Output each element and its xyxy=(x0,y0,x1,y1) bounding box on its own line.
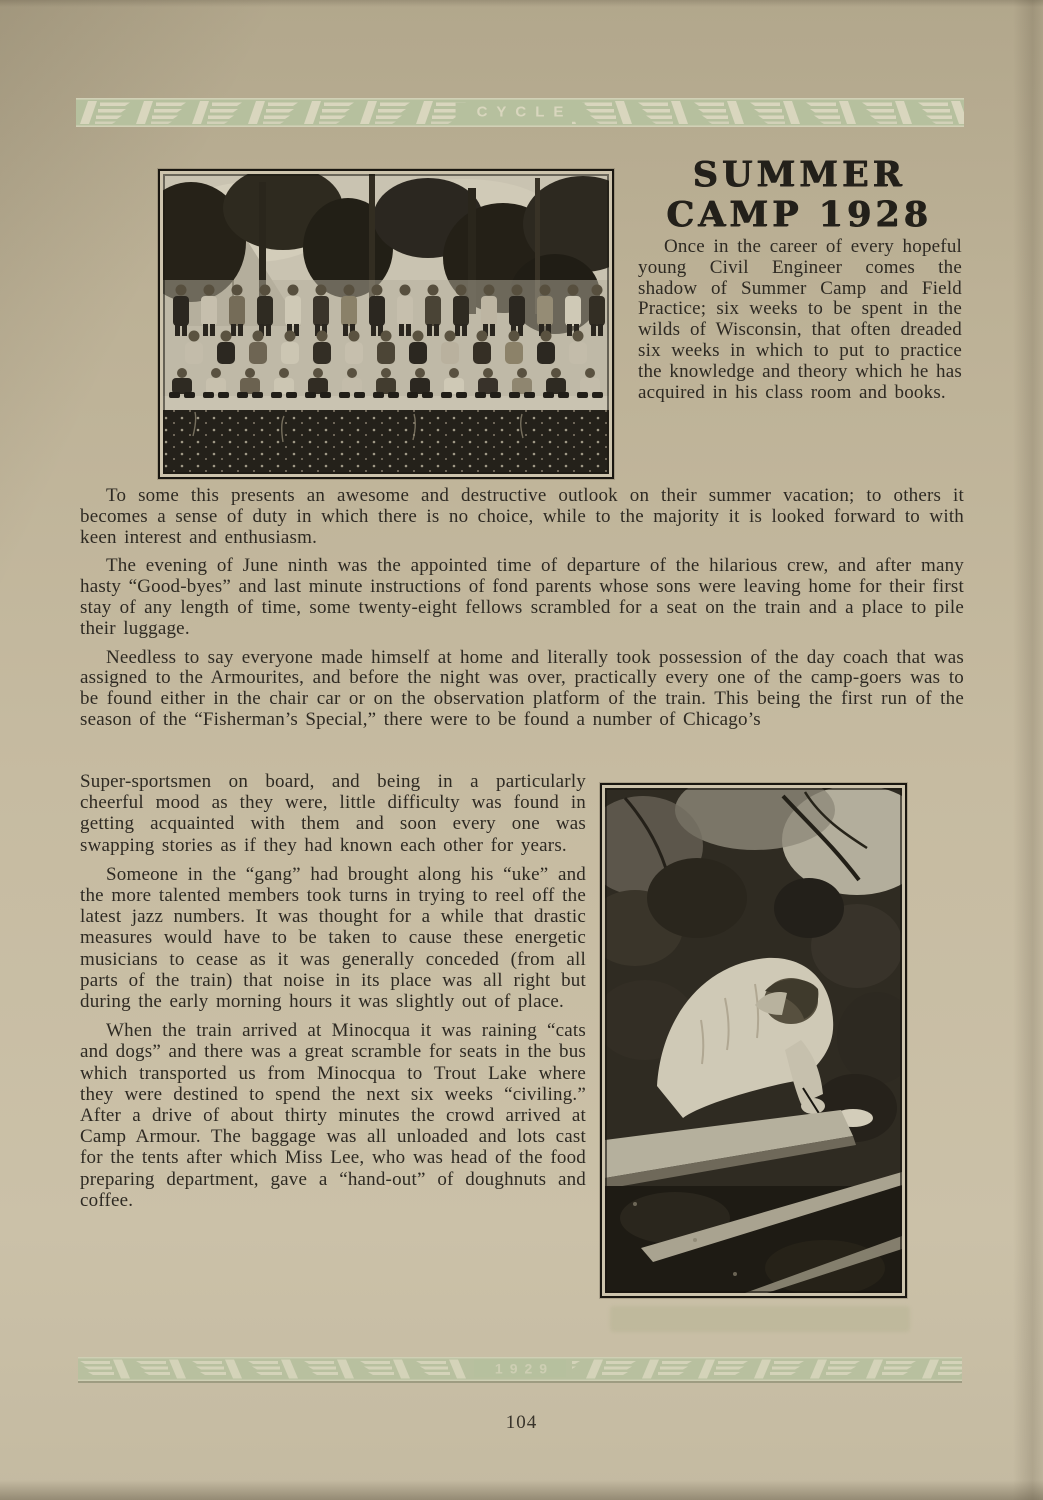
band-title-cycle: CYCLE xyxy=(456,102,585,121)
paragraph-departure: The evening of June ninth was the appointed time of departure of the hilarious crew, and after many hasty “Good-byes” and last minute instructions of fond parents whose sons were leaving home for their first stay of any length of time, some twenty-eight fellows scrambled for a seat on the train and a place to pile their luggage. xyxy=(80,555,964,639)
left-text-column xyxy=(80,771,586,1211)
field-work-photo xyxy=(600,783,907,1298)
paragraph-train-narrow: Super-sportsmen on board, and being in a particularly cheerful mood as they were, little difficulty was found in getting acquainted with them and soon every one was swapping stories as if they had known each other for years. xyxy=(80,771,586,856)
camp-group-photo-illustration xyxy=(163,174,609,474)
page-edge-shadow-top xyxy=(0,0,1043,7)
camp-group-photo xyxy=(158,169,614,479)
print-show-through xyxy=(610,1306,910,1332)
band-year: 1929 xyxy=(474,1359,566,1377)
page-edge-shadow-bottom xyxy=(0,1480,1043,1500)
paragraph-train-wide: Needless to say everyone made himself at home and literally took possession of the day coach that was assigned to the Armourites, and before the night was over, practically every one of the camp-goers was to be found either in the chair car or on the observation platform of the train. This being the first run of the season of the “Fisherman’s Special,” there were to be found a number of Chicago’s xyxy=(80,646,964,730)
paragraph-vacation: To some this presents an awesome and destructive outlook on their summer vacation; to others it becomes a sense of duty in which there is no choice, while to the majority it is looked forward to with keen interest and enthusiasm. xyxy=(80,485,964,548)
footer-ornament-band xyxy=(78,1357,962,1383)
main-text-column xyxy=(80,486,964,731)
article-title xyxy=(634,155,964,235)
header-ornament-band xyxy=(76,98,964,127)
paragraph-music: Someone in the “gang” had brought along his “uke” and the more talented members took turns in trying to reel off the latest jazz numbers. It was thought for a while that drastic measures would have to be taken to cause these energetic musicians to cease as it was generally conceded (from all parts of the train) that noise in its place was all right but during the early morning hours it was slightly out of place. xyxy=(80,863,586,1013)
field-work-photo-illustration xyxy=(605,788,902,1293)
title-line-2: CAMP 1928 xyxy=(666,194,932,235)
page-number: 104 xyxy=(505,1412,538,1433)
paragraph-intro: Once in the career of every hopeful young Civil Engineer comes the shadow of Summer Camp and Field Practice; six weeks to be spent in the wilds of Wisconsin, that often dreaded six weeks in which to put to practice the knowledge and theory which he has acquired in his class room and books. xyxy=(638,236,962,403)
intro-column xyxy=(638,237,962,403)
title-line-1: SUMMER xyxy=(692,154,906,195)
paragraph-arrival: When the train arrived at Minocqua it was raining “cats and dogs” and there was a great scramble for seats in the bus which transported us from Minocqua to Trout Lake where they were destined to spend the next six weeks “civiling.” After a drive of about thirty minutes the crowd arrived at Camp Armour. The baggage was all unloaded and lots cast for the tents after which Miss Lee, who was head of the food preparing department, gave a “hand-out” of doughnuts and coffee. xyxy=(80,1020,586,1211)
page-edge-shadow-right xyxy=(1013,0,1043,1500)
